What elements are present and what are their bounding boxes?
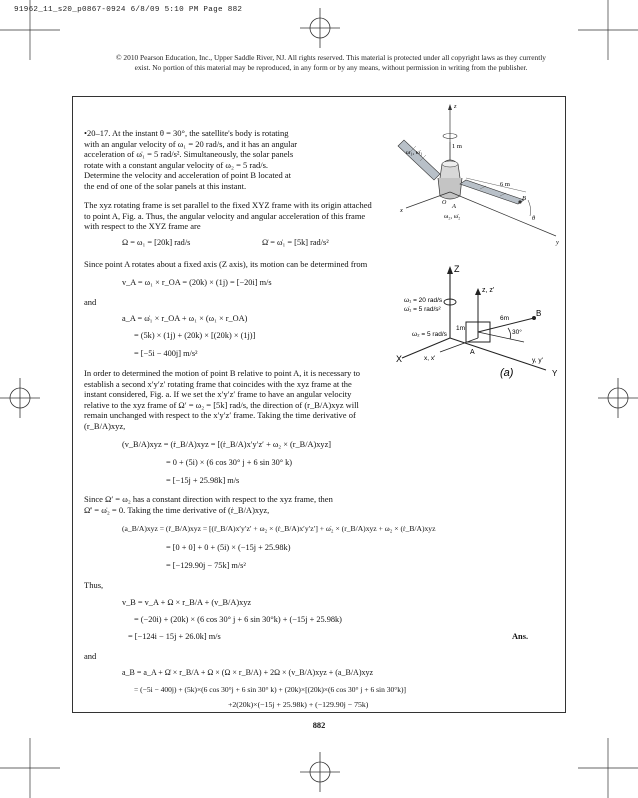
fig-top-label-x: x	[400, 207, 403, 214]
problem-line-2: with an angular velocity of ω₁ = 20 rad/s, and it has an angular	[84, 138, 298, 149]
equation-va: v_A = ω₁ × r_OA = (20k) × (1j) = [−20i] m/s	[122, 278, 272, 287]
fig-top-label-a: A	[452, 203, 456, 210]
fig-top-label-z: z	[454, 103, 457, 110]
fig-top-label-b: B	[522, 195, 526, 202]
registration-mark-bottom-center-icon	[300, 752, 340, 792]
equation-vba-line-2: = 0 + (5i) × (6 cos 30° j + 6 sin 30° k)	[166, 458, 293, 467]
fig-top-label-1m: 1 m	[452, 143, 462, 150]
fig-top-label-w2: ω₂, ω̇₂	[444, 213, 461, 220]
print-slug: 91962_11_s20_p0867-0924 6/8/09 5:10 PM Page 882	[14, 6, 243, 14]
paragraph-4-line-2: Ω̇′ = ω̇₂ = 0. Taking the time derivative of (ṙ_B/A)xyz,	[84, 504, 270, 515]
registration-mark-left-middle-icon	[0, 378, 40, 418]
registration-mark-top-left-icon	[0, 0, 60, 60]
registration-mark-top-center-icon	[300, 8, 340, 48]
fig-hand-label-w2: ω₂ = 5 rad/s	[412, 331, 447, 338]
problem-line-6: the end of one of the solar panels at this instant.	[84, 180, 247, 191]
paragraph-2: Since point A rotates about a fixed axis (Z axis), its motion can be determined from	[84, 259, 368, 269]
equation-aa-line-2: = (5k) × (1j) + (20k) × [(20k) × (1j)]	[134, 331, 256, 340]
equation-omega: Ω = ω₁ = [20k] rad/s	[122, 238, 191, 247]
equation-aa-line-1: a_A = ω̇₁ × r_OA + ω₁ × (ω₁ × r_OA)	[122, 314, 248, 323]
paragraph-1-line-3: with respect to the XYZ frame are	[84, 221, 201, 231]
copyright-notice	[92, 53, 570, 72]
fig-hand-label-b: B	[536, 309, 542, 318]
fig-hand-label-z-upper: Z	[454, 264, 460, 274]
fig-top-label-6m: 6 m	[500, 181, 510, 188]
equation-aba-line-2: = [0 + 0] + 0 + (5i) × (−15j + 25.98k)	[166, 543, 291, 552]
problem-line-5: Determine the velocity and acceleration of point B located at	[84, 170, 291, 180]
registration-mark-bottom-right-icon	[578, 738, 638, 798]
problem-line-1: •20–17. At the instant θ = 30°, the satellite's body is rotating	[84, 128, 289, 138]
registration-mark-top-right-icon	[578, 0, 638, 60]
fig-top-label-theta: θ	[532, 215, 536, 222]
equation-vba-line-1: (v_B/A)xyz = (ṙ_B/A)xyz = [(ṙ_B/A)x′y′z′ + ω₂ × (r_B/A)xyz]	[122, 440, 332, 449]
equation-ab-line-3: +2(20k)×(−15j + 25.98k) + (−129.90j − 75k)	[228, 700, 369, 709]
registration-mark-right-middle-icon	[598, 378, 638, 418]
fig-hand-label-w1dot: ω̇₁ = 5 rad/s²	[404, 306, 441, 313]
fig-hand-label-w1: ω₁ = 20 rad/s	[404, 297, 443, 304]
registration-mark-bottom-left-icon	[0, 738, 60, 798]
equation-aba-line-1: (a_B/A)xyz = (r̈_B/A)xyz = [(r̈_B/A)x′y′z′ + ω₂ × (ṙ_B/A)x′y′z′] + ω̇₂ × (r_B/A)xyz + ω₂ × (ṙ_B/A)xyz	[122, 524, 436, 533]
paragraph-3-line-3: instant considered, Fig. a. If we set the x′y′z′ frame to have an angular velocity	[84, 389, 352, 399]
fig-hand-label-x-upper: X	[396, 354, 403, 364]
satellite-figure	[396, 100, 564, 250]
equation-ab-line-2: = (−5i − 400j) + (5k)×(6 cos 30°j + 6 sin 30° k) + (20k)×[(20k)×(6 cos 30° j + 6 sin 30°k)]	[134, 685, 406, 694]
fig-top-label-w1: ω₁, ω̇₁	[406, 149, 423, 156]
equation-aa-line-3: = [−5i − 400j] m/s²	[134, 349, 198, 358]
fig-hand-label-yy: y, y'	[532, 357, 543, 364]
paragraph-1-line-2: to point A, Fig. a. Thus, the angular velocity and angular acceleration of this frame	[84, 210, 366, 221]
fig-hand-label-30: 30°	[512, 329, 522, 336]
paragraph-1-line-1: The xyz rotating frame is set parallel to the fixed XYZ frame with its origin attached	[84, 200, 372, 210]
equation-vba-line-3: = [−15j + 25.98k] m/s	[166, 476, 240, 485]
fig-hand-label-a: A	[470, 349, 475, 356]
text-thus: Thus,	[84, 580, 104, 590]
fig-hand-label-zz: z, z'	[482, 287, 495, 294]
fig-top-label-y: y	[556, 239, 559, 246]
solar-panel-left	[398, 140, 440, 180]
paragraph-3-line-2: establish a second x′y′z′ rotating frame that coincides with the xyz frame at the	[84, 378, 352, 389]
equation-aba-line-3: = [−129.90j − 75k] m/s²	[166, 561, 246, 570]
fig-hand-label-y-upper: Y	[552, 369, 558, 378]
equation-vb-line-3: = [−124i − 15j + 26.0k] m/s	[128, 632, 221, 641]
equation-ab-line-1: a_B = a_A + Ω̇ × r_B/A + Ω × (Ω × r_B/A) + 2Ω × (v_B/A)xyz + (a_B/A)xyz	[122, 668, 374, 677]
paragraph-3-line-6: (r_B/A)xyz,	[84, 420, 126, 431]
text-and-2: and	[84, 651, 97, 661]
paragraph-3-line-1: In order to determined the motion of point B relative to point A, it is necessary to	[84, 368, 360, 378]
copyright-line-1: © 2010 Pearson Education, Inc., Upper Saddle River, NJ. All rights reserved. This material is protected under all copyright laws as they currently	[115, 53, 547, 62]
equation-vb-line-1: v_B = v_A + Ω × r_B/A + (v_B/A)xyz	[122, 598, 252, 607]
hand-drawn-figure-a	[396, 262, 564, 380]
paragraph-3-line-4: relative to the xyz frame of Ω′ = ω₂ = [5k] rad/s, the direction of (r_B/A)xyz will	[84, 399, 359, 410]
problem-line-4: rotate with a constant angular velocity of ω₂ = 5 rad/s.	[84, 159, 269, 170]
equation-omega-dot: Ω̇ = ω̇₁ = [5k] rad/s²	[262, 238, 329, 247]
fig-hand-label-1m: 1m	[456, 325, 466, 332]
paragraph-3-line-5: remain unchanged with respect to the x′y′z′ frame. Taking the time derivative of	[84, 410, 356, 420]
answer-label-1: Ans.	[512, 632, 529, 641]
equation-vb-line-2: = (−20i) + (20k) × (6 cos 30° j + 6 sin 30°k) + (−15j + 25.98k)	[134, 615, 342, 624]
fig-hand-caption: (a)	[500, 367, 514, 379]
problem-line-3: acceleration of ω̇₁ = 5 rad/s². Simultaneously, the solar panels	[84, 149, 294, 159]
copyright-line-2: exist. No portion of this material may be reproduced, in any form or by any means, without permission in writing from the publisher.	[134, 62, 528, 72]
paragraph-4-line-1: Since Ω′ = ω₂ has a constant direction with respect to the xyz frame, then	[84, 494, 333, 504]
fig-hand-label-6m: 6m	[500, 315, 510, 322]
fig-top-label-o: O	[442, 200, 447, 206]
page-number: 882	[312, 721, 326, 730]
fig-hand-label-xx: x, x'	[424, 355, 436, 362]
text-and-1: and	[84, 297, 97, 307]
